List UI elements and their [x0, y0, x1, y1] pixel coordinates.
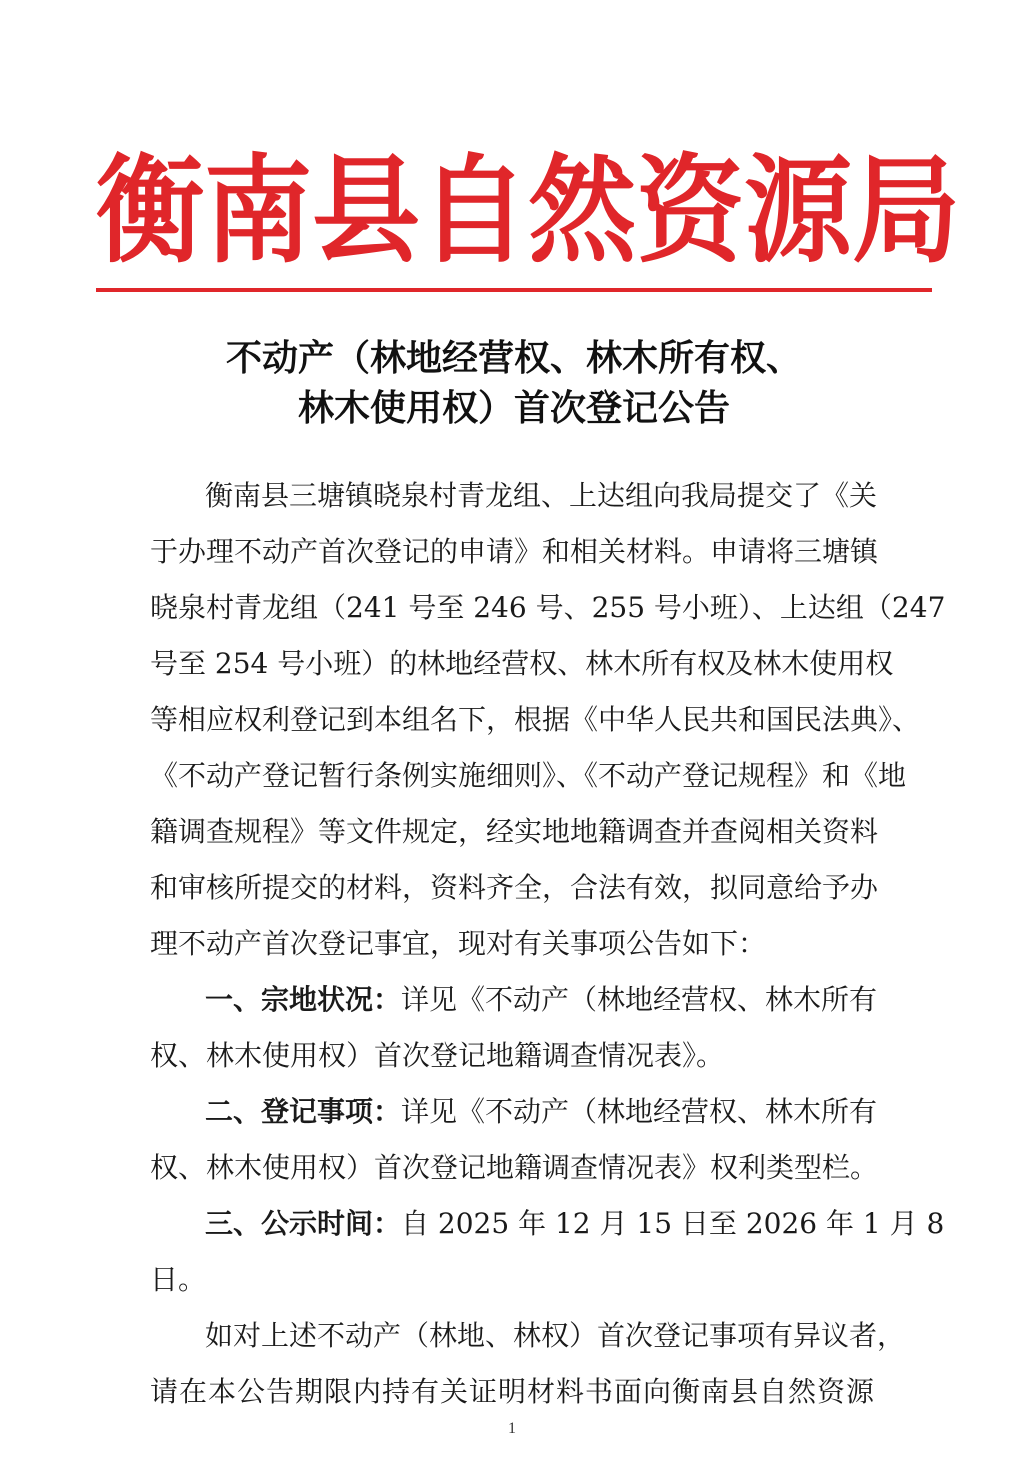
issuer-masthead [96, 142, 961, 280]
item-one-text: 详见《不动产（林地经营权、林木所有 [401, 983, 878, 1016]
item-two-continued: 权、林木使用权）首次登记地籍调查情况表》权利类型栏。 [150, 1151, 879, 1184]
item-two-text: 详见《不动产（林地经营权、林木所有 [401, 1095, 878, 1128]
item-two-label: 二、登记事项： [205, 1095, 402, 1128]
body-line: 《不动产登记暂行条例实施细则》、《不动产登记规程》和《地 [150, 759, 907, 792]
body-line: 和审核所提交的材料，资料齐全，合法有效，拟同意给予办 [150, 871, 879, 904]
item-three-continued: 日。 [150, 1263, 207, 1296]
masthead-char: 衡 [96, 142, 205, 280]
body-line: 号至 254 号小班）的林地经营权、林木所有权及林木使用权 [150, 647, 894, 680]
masthead-char: 源 [744, 142, 853, 280]
masthead-char: 自 [420, 142, 529, 280]
document-title-line-2: 林木使用权）首次登记公告 [297, 388, 730, 429]
masthead-char: 南 [204, 142, 313, 280]
body-line: 于办理不动产首次登记的申请》和相关材料。申请将三塘镇 [150, 535, 879, 568]
masthead-char: 然 [528, 142, 637, 280]
masthead-char: 资 [636, 142, 745, 280]
masthead-char: 局 [852, 142, 961, 280]
item-three [205, 1204, 945, 1244]
item-two [205, 1092, 878, 1132]
body-line: 晓泉村青龙组（241 号至 246 号、255 号小班）、上达组（247 [150, 591, 946, 624]
body-line: 等相应权利登记到本组名下，根据《中华人民共和国民法典》、 [150, 703, 921, 736]
item-three-label: 三、公示时间： [205, 1207, 402, 1240]
document-title-line-1: 不动产（林地经营权、林木所有权、 [225, 338, 802, 379]
item-one-continued: 权、林木使用权）首次登记地籍调查情况表》。 [150, 1039, 725, 1072]
masthead-char: 县 [312, 142, 421, 280]
body-line: 籍调查规程》等文件规定，经实地地籍调查并查阅相关资料 [150, 815, 879, 848]
closing-line-1: 如对上述不动产（林地、林权）首次登记事项有异议者， [205, 1319, 906, 1352]
body-line: 理不动产首次登记事宜，现对有关事项公告如下： [150, 927, 767, 960]
item-one [205, 980, 878, 1020]
item-one-label: 一、宗地状况： [205, 983, 402, 1016]
page-number: 1 [508, 1420, 516, 1437]
body-line: 衡南县三塘镇晓泉村青龙组、上达组向我局提交了《关 [205, 479, 878, 512]
red-divider-rule [96, 288, 932, 292]
closing-line-2: 请在本公告期限内持有关证明材料书面向衡南县自然资源 [150, 1375, 874, 1408]
item-three-text: 自 2025 年 12 月 15 日至 2026 年 1 月 8 [401, 1207, 945, 1240]
